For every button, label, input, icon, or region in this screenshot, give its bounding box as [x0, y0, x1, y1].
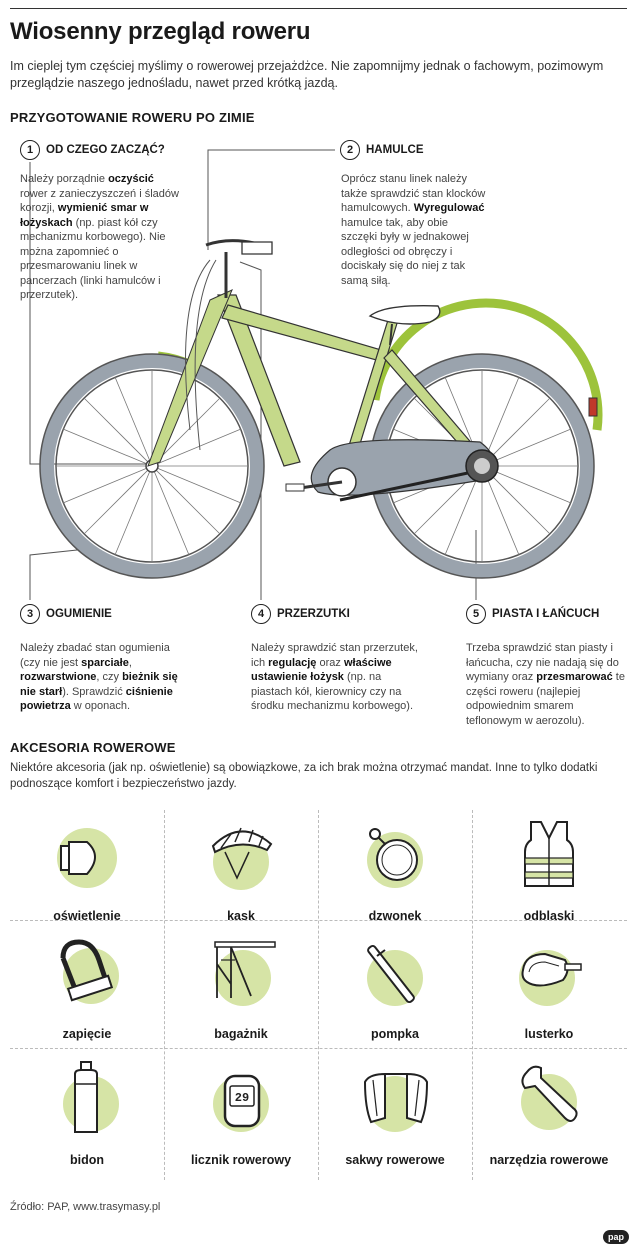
wrench-icon — [509, 1060, 589, 1135]
vest-icon — [509, 816, 589, 891]
step-1-number: 1 — [20, 140, 40, 160]
step-4-heading — [251, 604, 350, 624]
page-title: Wiosenny przegląd roweru — [10, 18, 311, 45]
step-4-number: 4 — [251, 604, 271, 624]
accessory-lock: zapięcie — [10, 928, 164, 1051]
step-1-text: Należy porządnie oczyścić rower z zanieczyszczeń i śladów korozji, wymienić smar w łożyskach (np. piast kół czy mechanizmu korbowego). Nie można zapomnieć o przesmarowaniu linek w pancerzach (linki hamulców i przerzutek). — [20, 173, 179, 301]
step-4-title: PRZERZUTKI — [277, 608, 350, 620]
pap-logo: pap — [603, 1230, 629, 1244]
accessory-helmet: kask — [164, 810, 318, 933]
step-2-text: Oprócz stanu linek należy także sprawdzić stan klocków hamulcowych. Wyregulować hamulce tak, aby obie szczęki były w jednakowej odległości od obręczy i dociskały się do niej z tak samą siłą. — [341, 173, 486, 287]
mirror-icon — [509, 934, 589, 1009]
accessory-bell: dzwonek — [318, 810, 472, 933]
lead-text: Im cieplej tym częściej myślimy o rowerowej przejażdżce. Nie zapomnijmy jednak o fachowym, pozimowym przeglądzie naszego jednośladu, nawet przed krótką jazdą. — [10, 59, 604, 90]
light-icon — [47, 816, 127, 891]
rack-icon — [201, 934, 281, 1009]
accessory-bottle: bidon — [10, 1054, 164, 1177]
front-wheel — [40, 354, 264, 578]
accessory-mirror: lusterko — [472, 928, 626, 1051]
accessory-reflective-vest: odblaski — [472, 810, 626, 933]
step-3-heading — [20, 604, 112, 624]
accessory-tools: narzędzia rowerowe — [472, 1054, 626, 1177]
top-rule — [10, 8, 627, 9]
counter-icon — [201, 1060, 281, 1135]
section-heading-accessories: AKCESORIA ROWEROWE — [10, 740, 176, 755]
bags-icon — [355, 1060, 435, 1135]
accessories-grid — [10, 810, 627, 1180]
accessory-pump: pompka — [318, 928, 472, 1051]
pump-icon — [355, 934, 435, 1009]
accessories-lead: Niektóre akcesoria (jak np. oświetlenie) są obowiązkowe, za ich brak można otrzymać mandat. Inne to tylko dodatki podnoszące komfort i bezpieczeństwo jazdy. — [10, 762, 598, 790]
section-heading-preparation: PRZYGOTOWANIE ROWERU PO ZIMIE — [10, 110, 255, 125]
helmet-icon — [201, 816, 281, 891]
accessory-rack: bagażnik — [164, 928, 318, 1051]
step-1-title: OD CZEGO ZACZĄĆ? — [46, 144, 165, 156]
bottle-icon — [47, 1060, 127, 1135]
step-5-heading — [466, 604, 599, 624]
step-3-number: 3 — [20, 604, 40, 624]
step-5-number: 5 — [466, 604, 486, 624]
step-5-title: PIASTA I ŁAŃCUCH — [492, 608, 600, 620]
lock-icon — [47, 934, 127, 1009]
accessory-bike-computer: 29 licznik rowerowy — [164, 1054, 318, 1177]
bell-icon — [355, 816, 435, 891]
step-5-text: Trzeba sprawdzić stan piasty i łańcucha, czy nie nadają się do wymiany oraz przesmarować te części roweru (najlepiej odpowiednim smarem teflonowym w aerozolu). — [466, 642, 625, 727]
step-2-number: 2 — [340, 140, 360, 160]
step-2-heading — [340, 140, 424, 160]
step-2-title: HAMULCE — [366, 144, 424, 156]
step-4-text: Należy sprawdzić stan przerzutek, ich regulację oraz właściwe ustawienie łożysk (np. na piastach kół, kierownicy czy na środku mechanizmu korbowego). — [251, 642, 418, 712]
step-1-heading — [20, 140, 165, 160]
step-3-title: OGUMIENIE — [46, 608, 112, 620]
accessory-panniers: sakwy rowerowe — [318, 1054, 472, 1177]
accessory-lighting: oświetlenie — [10, 810, 164, 933]
source-note: Źródło: PAP, www.trasymasy.pl — [10, 1201, 161, 1213]
counter-display: 29 — [234, 1091, 250, 1105]
step-3-text: Należy zbadać stan ogumienia (czy nie jest sparciałe, rozwarstwione, czy bieżnik się nie starł). Sprawdzić ciśnienie powietrza w oponach. — [20, 642, 178, 712]
